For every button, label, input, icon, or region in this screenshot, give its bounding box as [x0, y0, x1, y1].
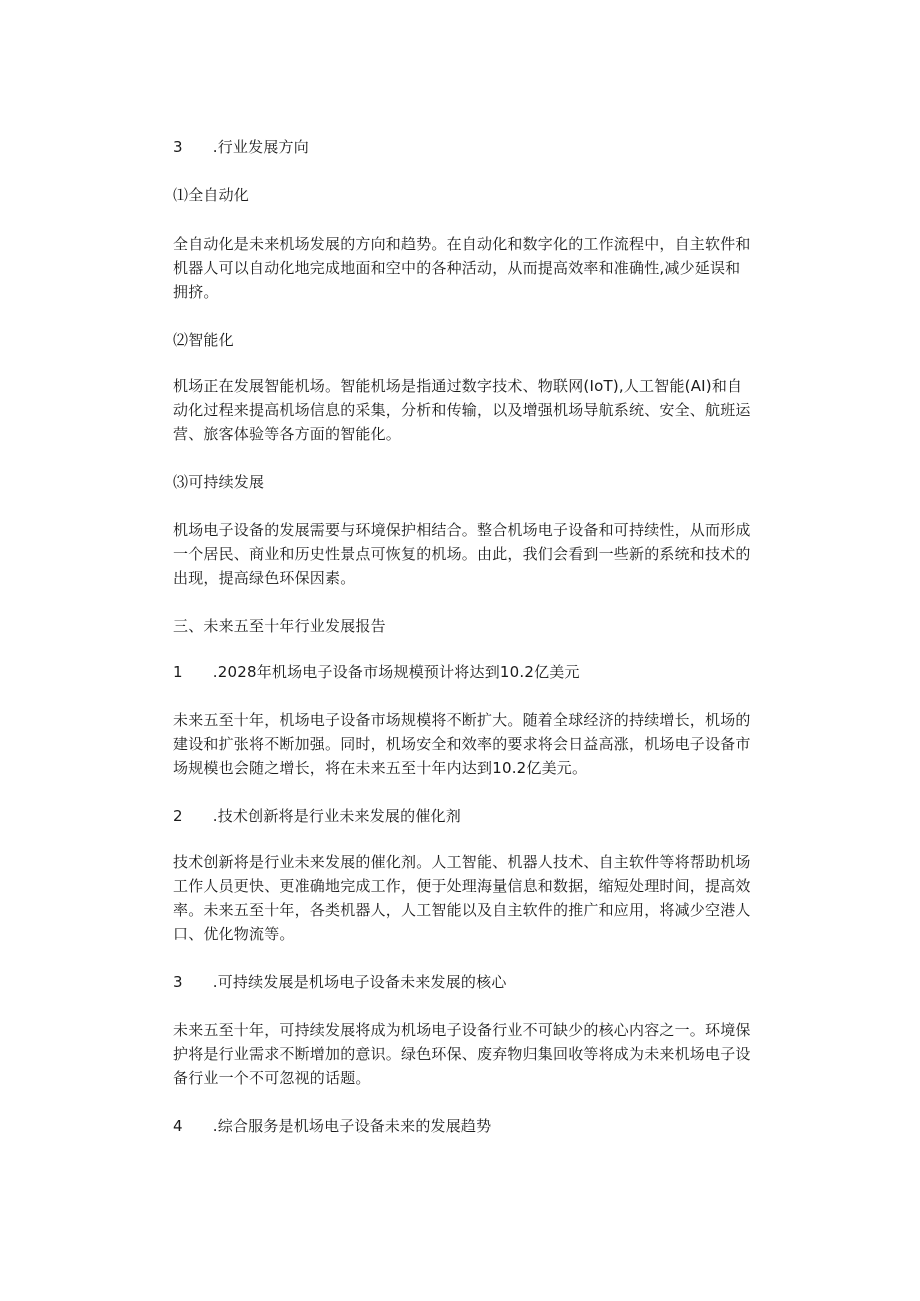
paragraph-sustainability: 机场电子设备的发展需要与环境保护相结合。整合机场电子设备和可持续性，从而形成一个居民、商业和历史性景点可恢复的机场。由此，我们会看到一些新的系统和技术的出现，提高绿色环保因素。	[173, 521, 751, 587]
section-title-future-report: 三、未来五至十年行业发展报告	[173, 617, 386, 635]
subheading-full-automation: ⑴全自动化	[173, 186, 250, 204]
heading-industry-direction: 3 .行业发展方向	[173, 138, 309, 156]
paragraph-intelligence: 机场正在发展智能机场。智能机场是指通过数字技术、物联网(IoT),人工智能(AI)和自动化过程来提高机场信息的采集，分析和传输，以及增强机场导航系统、安全、航班运营、旅客体验等各方面的智能化。	[173, 377, 751, 443]
subheading-sustainability: ⑶可持续发展	[173, 473, 265, 491]
paragraph-tech-innovation: 技术创新将是行业未来发展的催化剂。人工智能、机器人技术、自主软件等将帮助机场工作人员更快、更准确地完成工作，便于处理海量信息和数据，缩短处理时间，提高效率。未来五至十年，各类机器人，人工智能以及自主软件的推广和应用，将减少空港人口、优化物流等。	[173, 853, 751, 943]
heading-sustainability-core: 3 .可持续发展是机场电子设备未来发展的核心	[173, 973, 507, 991]
heading-integrated-service: 4 .综合服务是机场电子设备未来的发展趋势	[173, 1117, 492, 1135]
paragraph-sustainability-core: 未来五至十年，可持续发展将成为机场电子设备行业不可缺少的核心内容之一。环境保护将是行业需求不断增加的意识。绿色环保、废弃物归集回收等将成为未来机场电子设备行业一个不可忽视的话题。	[173, 1021, 751, 1087]
paragraph-full-automation: 全自动化是未来机场发展的方向和趋势。在自动化和数字化的工作流程中，自主软件和机器人可以自动化地完成地面和空中的各种活动，从而提高效率和准确性,减少延误和拥挤。	[173, 235, 751, 301]
heading-tech-innovation: 2 .技术创新将是行业未来发展的催化剂	[173, 807, 461, 825]
heading-market-size: 1 .2028年机场电子设备市场规模预计将达到10.2亿美元	[173, 663, 580, 681]
subheading-intelligence: ⑵智能化	[173, 331, 234, 349]
paragraph-market-size: 未来五至十年，机场电子设备市场规模将不断扩大。随着全球经济的持续增长，机场的建设和扩张将不断加强。同时，机场安全和效率的要求将会日益高涨，机场电子设备市场规模也会随之增长，将在未来五至十年内达到10.2亿美元。	[173, 711, 751, 777]
